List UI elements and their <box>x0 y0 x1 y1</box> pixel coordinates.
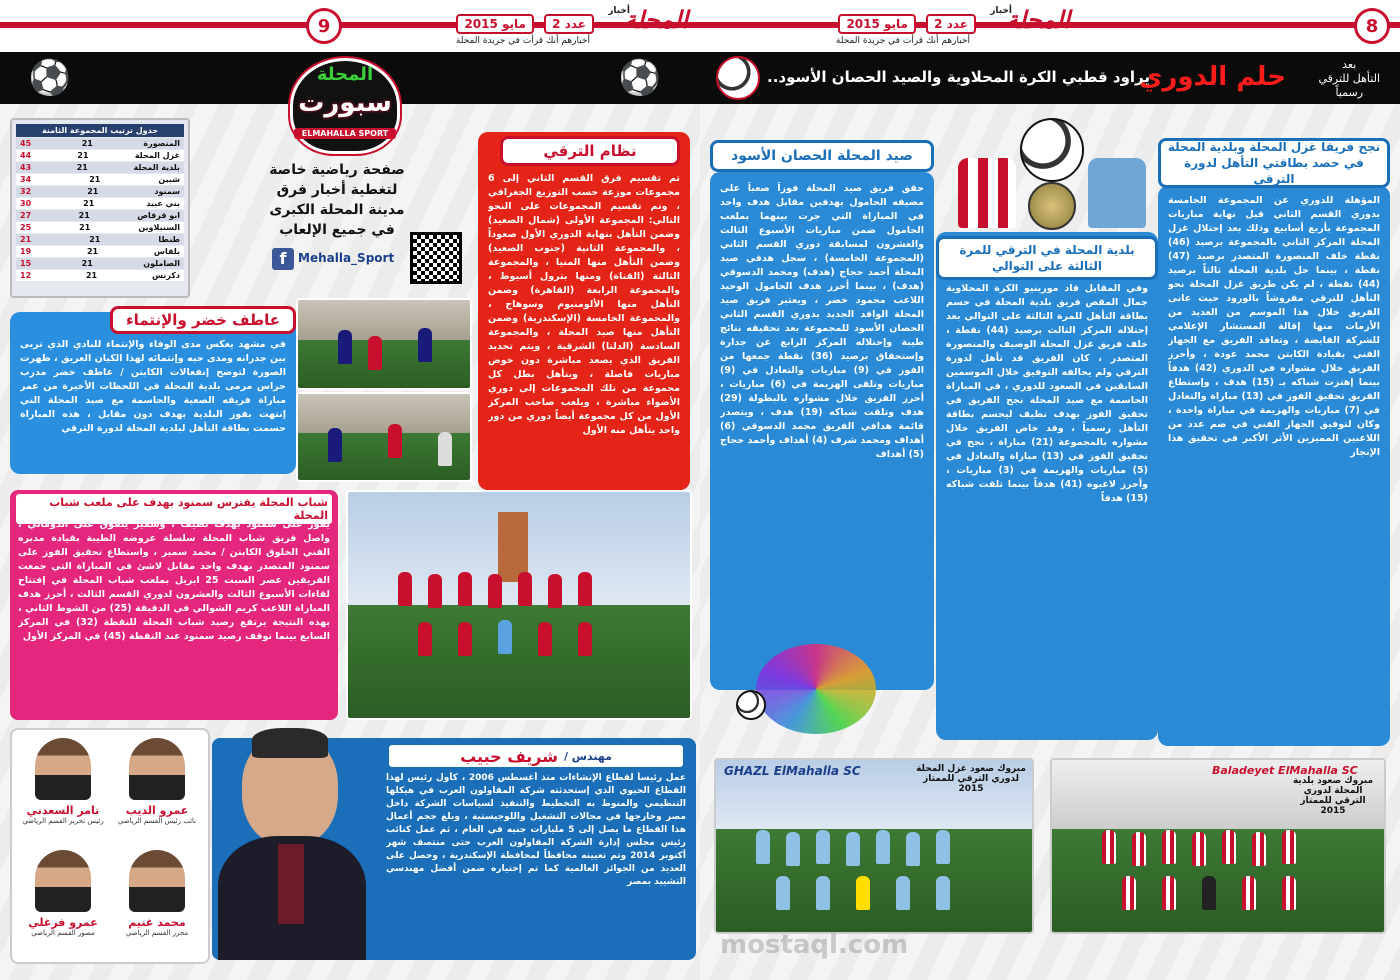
banner-note-line1: بعد <box>1342 58 1357 71</box>
standings-row <box>16 174 184 185</box>
ghazl-article <box>1158 186 1390 746</box>
loyalty-photo-bottom <box>296 392 472 482</box>
qr-code[interactable] <box>410 232 462 284</box>
standings-team: شبين <box>158 175 180 184</box>
standings-team: السنبلاوين <box>138 223 180 232</box>
loyalty-title: عاطف خضر والإنتماء <box>110 306 296 334</box>
profile-portrait <box>212 724 372 962</box>
standings-team: ابو قرقاص <box>137 211 180 220</box>
seid-text: حقق فريق صيد المحلة فوزاً صعباً على مضيفه الحامول بهدفين مقابل هدف واحد في المباراة التي جرت بينهما بملعب الحامول ضمن مباريات الأسبوع الثالث والعشرون لمسابقة دوري القسم الثاني (المجموعة الخامسة) ، سجل هدفي صيد المحلة أحمد حجاج (هدف) ومحمد الدسوقي (هدف) ، بينما أحرز هدف الحامول الوحيد اللاعب محمود خضر ، ويعتبر فريق صيد المحلة الوافد الجديد بدوري القسم الثاني الحصان الأسود للمجموعة بعد تحقيقه نتائج طيبة وإحتلاله المركز الرابع عن جدارة وإستحقاق برصيد (36) نقطة جمعها من الفوز في (9) مباريات والتعادل في (9) مباريات وتلقى الهزيمة في (6) مباريات ، أحرز الفريق خلال مشواره بالبطولة (29) هدف وتلقت شباكه (19) هدف ، ويتصدر قائمة هدافي الفريق محمد الدسوقي (6) أهداف ومحمد شرف (4) أهداف وأحمد حجاج (5) أهداف <box>720 183 924 460</box>
banner-note-line3: رسمياً <box>1335 86 1364 99</box>
standings-points: 25 <box>20 223 32 232</box>
standings-team: الصاملون <box>143 259 180 268</box>
standings-points: 27 <box>20 211 32 220</box>
colorful-player-graphic <box>716 640 916 740</box>
standings-row <box>16 234 184 245</box>
sport-logo-top: المحلة <box>316 64 374 85</box>
standings-team: طنطا <box>158 235 180 244</box>
loyalty-text: في مشهد يعكس مدى الوفاء والإنتماء للنادي الذي تربى بين جدرانه ومدى حبه وإنتمائه لهذا الكيان العريق ، ظهرت الصورة لتوضح إنفعالات الكابتن / عاطف خضر مدرب حراس مرمى بلدية المحلة في اللحظات الأخيرة من عمر مباراة فريقه الصعبة والحاسمة مع صيد المحلة التي إنتهت بفوز البلدية بهدف دون مقابل ، هذه المباراة حسمت بطاقة التأهل لبلدية المحلة لدورة الترقي <box>20 339 286 434</box>
standings-team: بلقاس <box>153 247 180 256</box>
sport-logo-main: سبورت <box>298 88 392 118</box>
left-tagline: أخبارهم أنك قرأت في جريدة المحلة <box>455 36 590 46</box>
profile-text: عمل رئيساً لقطاع الإنشاءات منذ أغسطس 2006 ، كأول رئيس لهذا القطاع الحيوي الذي إستحدثته شركة المقاولون العرب في هيكلها التنظيمي والمنوط به التخطيط والتنفيذ لسياسات الشركة داخل مصر وخارجها في مجالات التشغيل واللوجيستية ، وبلغ حجم أعمال هذا القطاع ما يصل إلى 5 مليارات جنيه في العام ، ثم عمل كنائب رئيس مجلس إدارة الشركة المقاولون العرب حتى منتصف شهر أكتوبر 2014 وتم تعيينه محافظاً لمحافظة الإسكندرية ، وحصل على العديد من الجوائز العالمية كما تم إختياره ضمن أفضل مهندسي التشييد بمصر <box>386 773 686 887</box>
standings-row <box>16 222 184 233</box>
staff-role: رئيس تحرير القسم الرياضي <box>22 817 104 825</box>
left-header-logo: المحلة <box>623 6 688 34</box>
standings-row <box>16 138 184 149</box>
avatar <box>35 738 91 800</box>
standings-row <box>16 186 184 197</box>
sport-logo <box>280 58 410 156</box>
standings-points: 30 <box>20 199 32 208</box>
staff-card <box>18 848 108 956</box>
staff-name: عمرو فرغلي <box>28 916 98 929</box>
right-header-logo: المحلة <box>1005 6 1070 34</box>
standings-team: بني عبيد <box>146 199 180 208</box>
standings-team: بلدية المحلة <box>133 163 180 172</box>
staff-name: عمرو الديب <box>125 804 189 817</box>
facebook-icon[interactable]: f <box>272 248 294 270</box>
standings-points: 19 <box>20 247 32 256</box>
avatar <box>35 850 91 912</box>
standings-played: 21 <box>86 247 99 256</box>
standings-points: 12 <box>20 271 32 280</box>
baladeya-photo-note: مبروك صعود بلدية المحلة لدوري الترقي للممتاز 2015 <box>1292 776 1374 816</box>
samanoud-text: يفوز على سمنود بهدف نظيف ، وسمير يتفوق على الدوماني ، واصل فريق شباب المحلة سلسلة عروضه الطيبة بقيادة مديره الفني الخلوق الكابتن / محمد سمير ، واستطاع تحقيق الفوز على سمنود المتصدر بهدف واحد مقابل لاشئ في المباراة التي جمعت الفريقين عصر السبت 25 ابريل بملعب شباب المحلة في إفتتاح لقاءات الأسبوع الثالث والعشرون لدوري القسم الثالث ، أحرز هدف المباراة اللاعب كريم الشوالي في الدقيقة (25) من الشوط الثاني ، بهذه النتيجة يرتفع رصيد شباب المحلة للنقطة (32) في المركز السابع بينما توقف رصيد سمنود عند النقطة (45) في المركز الأول <box>18 519 330 642</box>
staff-card <box>112 736 202 844</box>
left-page-number: 9 <box>306 8 342 44</box>
standings-played: 21 <box>85 271 98 280</box>
profile-prefix: مهندس / <box>563 749 612 763</box>
system-article <box>478 132 690 490</box>
standings-team: دكرنس <box>151 271 180 280</box>
sport-intro: صفحة رياضية خاصة لتغطية أخبار فرق مدينة المحلة الكبرى في جميع الإلعاب <box>269 162 405 238</box>
right-issue-label: عدد 2 <box>926 14 976 34</box>
seid-title: صيد المحلة الحصان الأسود <box>710 140 934 172</box>
seid-article <box>710 172 934 690</box>
staff-card <box>112 848 202 956</box>
banner-subtitle: يراود قطبي الكرة المحلاوية والصيد الحصان الأسود.. <box>767 68 1150 86</box>
right-tagline: أخبارهم أنك قرأت في جريدة المحلة <box>835 36 970 46</box>
standings-played: 21 <box>81 259 93 268</box>
efa-logo-icon <box>716 56 760 100</box>
standings-points: 43 <box>20 163 32 172</box>
staff-name: تامر السعدني <box>26 804 100 817</box>
standings-team: سمنود <box>154 187 180 196</box>
staff-box <box>10 728 210 964</box>
samanoud-team-photo <box>346 490 692 720</box>
ghazl-photo-note: مبروك صعود غزل المحلة لدوري الترقي للممتاز 2015 <box>916 764 1026 794</box>
standings-rows <box>16 138 184 281</box>
ghazl-team-photo <box>714 758 1034 934</box>
standings-row <box>16 198 184 209</box>
players-silhouette-icon: ⚽ <box>28 58 72 98</box>
standings-table <box>10 118 190 298</box>
standings-row <box>16 270 184 281</box>
baladeya-team-photo <box>1050 758 1386 934</box>
standings-row <box>16 162 184 173</box>
profile-name: شريف حبيب <box>460 746 558 766</box>
right-page-number: 8 <box>1354 8 1390 44</box>
social-handle[interactable]: Mehalla_Sport <box>298 251 395 265</box>
ghazl-title: نجح فريقا غزل المحلة وبلدية المحلة في حصد بطاقتي التأهل لدورة الترقي <box>1158 138 1390 188</box>
loyalty-photo-top <box>296 298 472 390</box>
standings-row <box>16 246 184 257</box>
baladeya-title: بلدية المحلة في الترقي للمرة الثالثة على التوالي <box>936 236 1158 280</box>
left-date: مايو 2015 <box>456 14 534 34</box>
ghazl-text: المؤهلة للدوري عن المجموعة الخامسة بدوري القسم الثاني قبل نهاية مباريات المجموعة بأربع أسابيع وذلك بعد إحتلال غزل المحلة المركز الثاني بالمجموعة برصيد (46) نقطة خلف المنصورة المتصدر برصيد (47) نقطة ، بينما حل بلدية المحلة ثالثاً برصيد (44) نقطة ، لم يكن طريق غزل المحلة نحو التأهل للترقي مفروشاً بالورود حيث عانى الفريق خلال هذا الموسم من العديد من الأزمات منها إقالة المستشار الإعلامي للشركة القابضة ، وتعاقد الفريق مع الجهاز الفني بقيادة الكابتن محمد عودة ، وأحرز الفريق خلال مشواره في الدوري (42) هدفاً بينما إهتزت شباكه بـ (15) هدف ، وإستطاع الفريق تحقيق الفوز في (13) مباراة والتعادل في (7) مباريات والهزيمة في مباراة واحدة ، وكان لتوفيق الجهاز الفني في ضم عدد من اللاعبين المميزين الأثر الأكبر في تحقيق هذا الإنجاز <box>1168 195 1380 458</box>
staff-grid <box>12 730 208 962</box>
left-issue-label: عدد 2 <box>544 14 594 34</box>
samanoud-title: شباب المحلة يفترس سمنود بهدف على ملعب شباب المحلة <box>16 494 332 524</box>
staff-card <box>18 736 108 844</box>
standings-points: 21 <box>20 235 32 244</box>
system-text: تم تقسيم فرق القسم الثاني إلى 6 مجموعات موزعة حسب التوزيع الجغرافي ، وتم تقسيم المجموعات على النحو التالي: المجموعة الأولى (شمال الصعيد) وضمن التأهل بنهاية الدوري الأول صعوداً ، والمجموعة الثانية (جنوب الصعيد) وضمن التأهل منها المنيا ، والمجموعة الثالثة (القناة) ومنها بترول أسيوط ، والمجموعة الرابعة (القاهرة) وضمن التأهل منها الألومنيوم وسوهاج ، والمجموعة الخامسة (الإسكندرية) وضمن التأهل منها صيد المحلة ، والمجموعة السادسة (الدلتا) الشرقية ، ويتم تحديد الفريق الذي يصعد مباشرة دون خوض مباريات فاصلة ، ويتأهل بطل كل مجموعة من تلك المجموعات إلى دوري الأضواء مباشرة ، ويلعب صاحب المركز الأول من كل مجموعة أيضاً دوري من دور واحد يتأهل منه الأول <box>488 173 680 436</box>
banner-title: حلم الدوري <box>1138 62 1286 92</box>
standings-played: 21 <box>78 211 90 220</box>
watermark: mostaql.com <box>720 930 909 960</box>
standings-played: 21 <box>81 139 93 148</box>
trophy-plate-icon <box>1028 182 1076 230</box>
right-banner <box>700 52 1400 104</box>
jerseys-image <box>948 118 1154 230</box>
standings-points: 45 <box>20 139 32 148</box>
sport-logo-en: ELMAHALLA SPORT <box>294 128 396 139</box>
standings-played: 21 <box>79 223 91 232</box>
standings-team: غزل المحلة <box>134 151 180 160</box>
left-header <box>0 0 700 52</box>
staff-role: نائب رئيس القسم الرياضي <box>117 817 197 825</box>
standings-played: 21 <box>83 199 95 208</box>
standings-points: 32 <box>20 187 32 196</box>
avatar <box>129 850 185 912</box>
standings-row <box>16 258 184 269</box>
staff-role: محرر القسم الرياضي <box>125 929 189 937</box>
right-date: مايو 2015 <box>838 14 916 34</box>
standings-played: 21 <box>89 235 101 244</box>
right-header-logo-small: أخبار <box>990 6 1012 16</box>
system-title: نظام الترقي <box>500 136 680 166</box>
standings-title: جدول ترتيب المجموعة الثامنة <box>16 124 184 137</box>
samanoud-article <box>10 490 338 720</box>
players-silhouette-icon: ⚽ <box>618 58 662 98</box>
baladeya-article <box>936 232 1158 740</box>
standings-played: 21 <box>77 151 89 160</box>
right-header <box>700 0 1400 52</box>
banner-note-line2: التأهل للترقي <box>1318 72 1380 85</box>
ball-icon <box>1020 118 1084 182</box>
standings-points: 34 <box>20 175 32 184</box>
ball-icon <box>736 690 766 720</box>
standings-team: المنصورة <box>143 139 180 148</box>
standings-row <box>16 210 184 221</box>
standings-played: 21 <box>89 175 101 184</box>
standings-played: 21 <box>87 187 99 196</box>
baladeya-text: وفي المقابل قاد مورينيو الكرة المحلاوية جمال المقص فريق بلدية المحلة في حسم بطاقة التأهل للمرة الثالثة على التوالي بعد إحتلاله المركز الثالث برصيد (44) نقطة ، خلف فريق غزل المحلة الوصيف والمنصورة المتصدر ، كان الفريق قد تأهل لدورة الترقي ولم يحالفه التوفيق خلال الموسمين السابقين في الصعود للدوري ، في المباراة الحاسمة مع صيد المحلة نجح الفريق في تحقيق الفوز بهدف نظيف ليحسم بطاقة التأهل رسمياً ، وقد خاض الفريق خلال مشواره بالمجموعة (21) مباراة ، نجح في تحقيق الفوز في (13) مباراة والتعادل في (5) مباريات والهزيمة في (3) مباريات ، وأحرز لاعبوه (41) هدفاً بينما تلقت شباكه (15) هدفاً <box>946 283 1148 504</box>
baladeya-photo-caption: Baladeyet ElMahalla SC <box>1212 764 1358 777</box>
standings-points: 15 <box>20 259 32 268</box>
ghazl-photo-caption: GHAZL ElMahalla SC <box>724 764 861 778</box>
left-header-logo-small: أخبار <box>608 6 630 16</box>
right-page <box>700 0 1400 980</box>
standings-played: 21 <box>76 163 88 172</box>
loyalty-article <box>10 312 296 474</box>
banner-note <box>1318 58 1380 100</box>
standings-points: 44 <box>20 151 32 160</box>
avatar <box>129 738 185 800</box>
standings-row <box>16 150 184 161</box>
profile-title <box>386 742 686 770</box>
staff-role: مصور القسم الرياضي <box>31 929 95 937</box>
staff-name: محمد غنيم <box>128 916 186 929</box>
